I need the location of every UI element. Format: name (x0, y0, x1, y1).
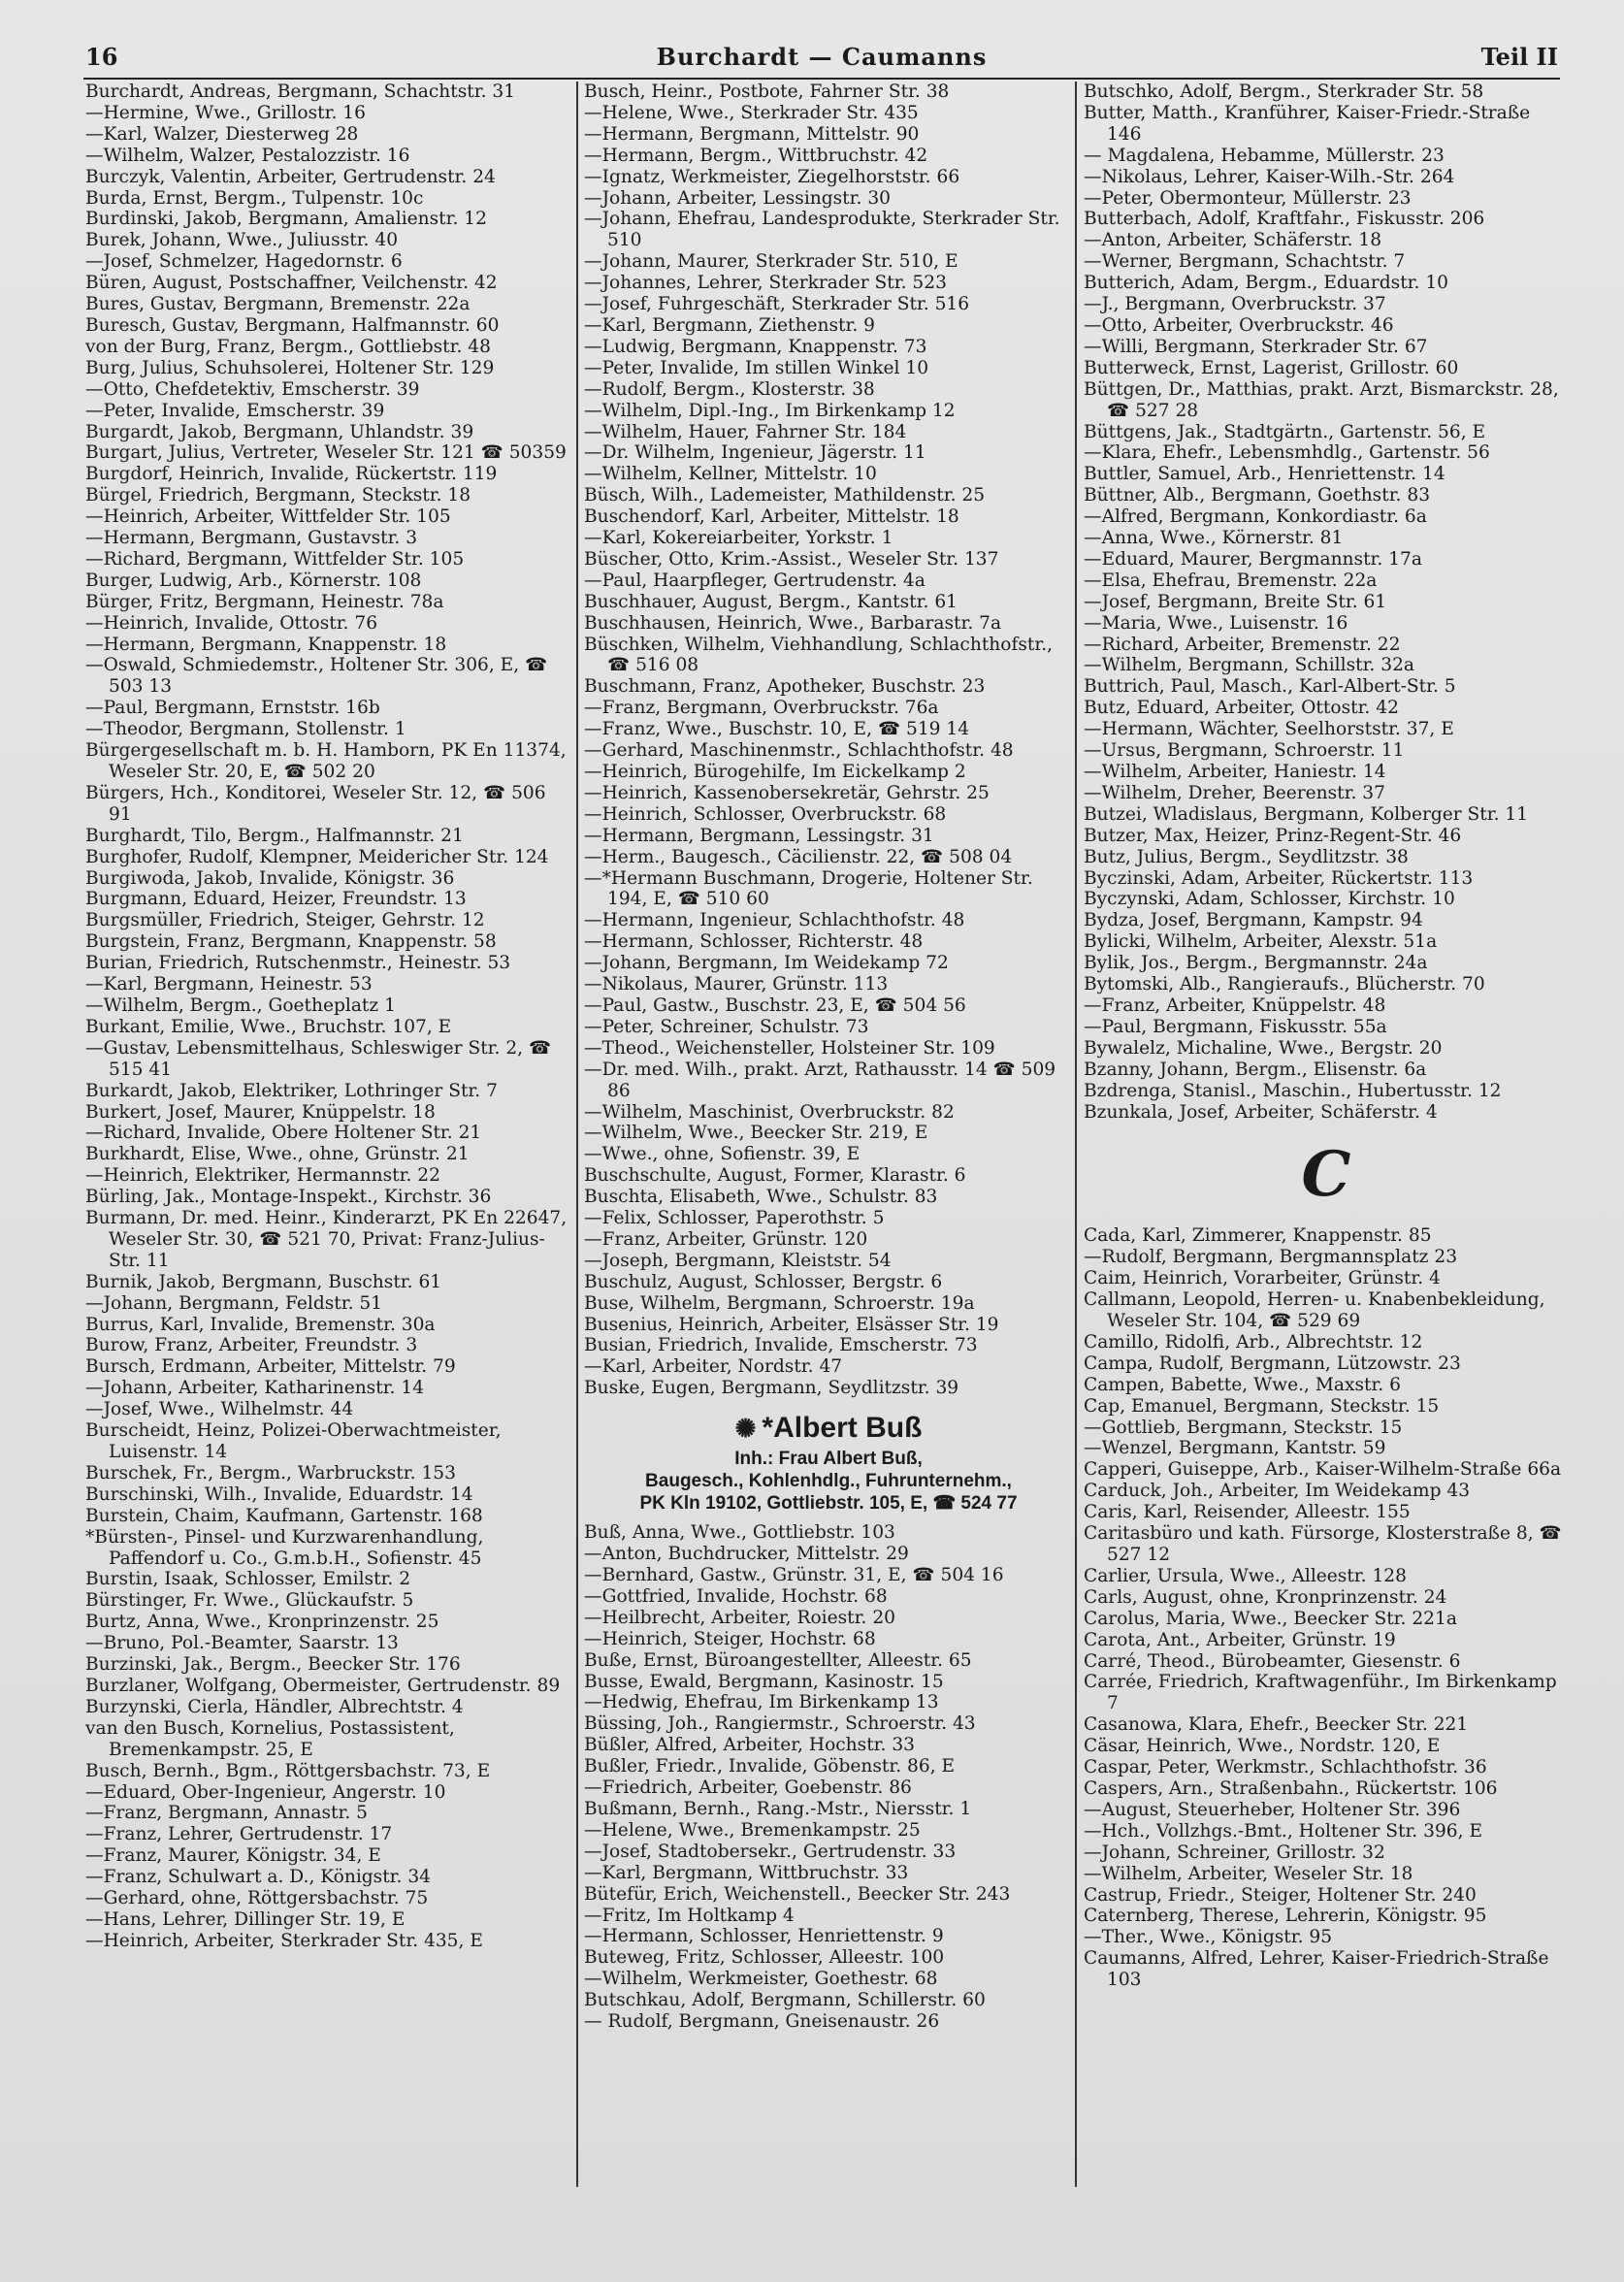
column-3-entries (1084, 82, 1569, 1123)
ad-owner: Inh.: Frau Albert Buß, (734, 1449, 923, 1470)
directory-entry: Buschmann, Franz, Apotheker, Buschstr. 23 (584, 676, 986, 698)
directory-entry: —Paul, Bergmann, Ernststr. 16b (85, 698, 380, 719)
directory-entry: Butterweck, Ernst, Lagerist, Grillostr. 60 (1084, 357, 1459, 378)
directory-entry: Bürgergesellschaft m. b. H. Hamborn, PK En 11374, Weseler Str. 20, E, ☎ 502 20 (85, 740, 567, 782)
directory-entry: —Wilhelm, Walzer, Pestalozzistr. 16 (85, 145, 410, 166)
directory-entry: —Josef, Schmelzer, Hagedornstr. 6 (85, 251, 403, 273)
directory-entry: Bürling, Jak., Montage-Inspekt., Kirchstr. 36 (85, 1187, 492, 1208)
directory-entry: —Wilhelm, Maschinist, Overbruckstr. 82 (584, 1101, 955, 1123)
directory-entry: —Franz, Maurer, Königstr. 34, E (85, 1845, 381, 1867)
directory-entry: Burgsmüller, Friedrich, Steiger, Gehrstr. 12 (85, 910, 485, 931)
directory-entry: —Heinrich, Arbeiter, Wittfelder Str. 105 (85, 506, 451, 528)
directory-entry: Burscheidt, Heinz, Polizei-Oberwachtmeister, Luisenstr. 14 (85, 1420, 502, 1462)
directory-entry: Burkardt, Jakob, Elektriker, Lothringer Str. 7 (85, 1080, 498, 1101)
directory-entry: Carrée, Friedrich, Kraftwagenführ., Im Birkenkamp 7 (1084, 1672, 1557, 1714)
directory-entry: —Karl, Bergmann, Ziethenstr. 9 (584, 314, 875, 336)
directory-entry: —Wilhelm, Dipl.-Ing., Im Birkenkamp 12 (584, 400, 956, 421)
directory-entry: Butschkau, Adolf, Bergmann, Schillerstr. 60 (584, 1990, 986, 2011)
directory-entry: Butz, Eduard, Arbeiter, Ottostr. 42 (1084, 698, 1399, 719)
directory-entry: Burow, Franz, Arbeiter, Freundstr. 3 (85, 1335, 418, 1356)
directory-entry: —Helene, Wwe., Sterkrader Str. 435 (584, 102, 919, 123)
directory-entry: —Franz, Bergmann, Overbruckstr. 76a (584, 698, 939, 719)
directory-entry: Carlier, Ursula, Wwe., Alleestr. 128 (1084, 1565, 1407, 1586)
directory-entry: —Anton, Buchdrucker, Mittelstr. 29 (584, 1544, 909, 1565)
directory-entry: —Johannes, Lehrer, Sterkrader Str. 523 (584, 273, 947, 294)
directory-entry: Carls, August, ohne, Kronprinzenstr. 24 (1084, 1586, 1447, 1608)
directory-entry: —Klara, Ehefr., Lebensmhdlg., Gartenstr. 56 (1084, 442, 1490, 464)
directory-entry: —Anton, Arbeiter, Schäferstr. 18 (1084, 230, 1382, 251)
ad-title: *Albert Buß (762, 1412, 923, 1445)
directory-entry: —Alfred, Bergmann, Konkordiastr. 6a (1084, 506, 1427, 528)
directory-entry: Buß, Anna, Wwe., Gottliebstr. 103 (584, 1522, 895, 1544)
directory-entry: —Ludwig, Bergmann, Knappenstr. 73 (584, 336, 927, 357)
directory-entry: —Maria, Wwe., Luisenstr. 16 (1084, 612, 1348, 634)
directory-entry: Burgardt, Jakob, Bergmann, Uhlandstr. 39 (85, 421, 474, 442)
directory-entry: —Richard, Bergmann, Wittfelder Str. 105 (85, 548, 465, 570)
directory-entry: —*Hermann Buschmann, Drogerie, Holtener Str. 194, E, ☎ 510 60 (584, 867, 1033, 910)
directory-entry: Burkhardt, Elise, Wwe., ohne, Grünstr. 21 (85, 1144, 470, 1165)
directory-entry: —Hermann, Wächter, Seelhorststr. 37, E (1084, 719, 1454, 740)
directory-entry: —Wilhelm, Wwe., Beecker Str. 219, E (584, 1123, 928, 1144)
directory-entry: —Gottfried, Invalide, Hochstr. 68 (584, 1585, 888, 1607)
directory-entry: Burczyk, Valentin, Arbeiter, Gertrudenstr. 24 (85, 166, 496, 187)
directory-entry: —Richard, Invalide, Obere Holtener Str. 21 (85, 1123, 482, 1144)
directory-entry: —Felix, Schlosser, Paperothstr. 5 (584, 1208, 885, 1229)
directory-entry: —Herm., Baugesch., Cäcilienstr. 22, ☎ 508 04 (584, 846, 1013, 867)
directory-entry: Bütefür, Erich, Weichenstell., Beecker Str. 243 (584, 1883, 1011, 1905)
directory-entry: —Nikolaus, Lehrer, Kaiser-Wilh.-Str. 264 (1084, 166, 1455, 187)
directory-entry: *Bürsten-, Pinsel- und Kurzwarenhandlung, Paffendorf u. Co., G.m.b.H., Sofienstr. 45 (85, 1526, 484, 1569)
directory-entry: —Gerhard, Maschinenmstr., Schlachthofstr. 48 (584, 740, 1014, 762)
page-number: 16 (85, 43, 118, 71)
directory-entry: Büsch, Wilh., Lademeister, Mathildenstr. 25 (584, 485, 986, 506)
directory-entry: Bytomski, Alb., Rangieraufs., Blücherstr. 70 (1084, 974, 1485, 995)
directory-entry: Burgdorf, Heinrich, Invalide, Rückertstr. 119 (85, 464, 498, 485)
directory-entry: —Heinrich, Kassenobersekretär, Gehrstr. 25 (584, 782, 990, 803)
directory-entry: —Joseph, Bergmann, Kleiststr. 54 (584, 1250, 892, 1271)
directory-entry: —Dr. Wilhelm, Ingenieur, Jägerstr. 11 (584, 442, 926, 464)
directory-entry: —Franz, Arbeiter, Grünstr. 120 (584, 1228, 868, 1250)
header-rule (83, 78, 1560, 80)
directory-entry: Caspers, Arn., Straßenbahn., Rückertstr. 106 (1084, 1777, 1498, 1799)
directory-entry: —Rudolf, Bergmann, Bergmannsplatz 23 (1084, 1247, 1458, 1268)
directory-entry: Buschhausen, Heinrich, Wwe., Barbarastr. 7a (584, 612, 1002, 634)
directory-entry: —Hans, Lehrer, Dillinger Str. 19, E (85, 1908, 406, 1930)
directory-entry: —Johann, Bergmann, Feldstr. 51 (85, 1292, 383, 1314)
directory-entry: —Willi, Bergmann, Sterkrader Str. 67 (1084, 336, 1428, 357)
directory-entry: —Rudolf, Bergm., Klosterstr. 38 (584, 378, 875, 400)
directory-entry: Butz, Julius, Bergm., Seydlitzstr. 38 (1084, 846, 1409, 867)
directory-entry: Byczynski, Adam, Schlosser, Kirchstr. 10 (1084, 889, 1455, 910)
column-3-entries-cont (1084, 1225, 1569, 1991)
directory-entry: —Fritz, Im Holtkamp 4 (584, 1905, 795, 1926)
directory-entry: Burger, Ludwig, Arb., Körnerstr. 108 (85, 570, 422, 591)
directory-entry: —Gustav, Lebensmittelhaus, Schleswiger Str. 2, ☎ 515 41 (85, 1037, 552, 1080)
directory-entry: Cada, Karl, Zimmerer, Knappenstr. 85 (1084, 1225, 1432, 1247)
directory-entry: —Franz, Schulwart a. D., Königstr. 34 (85, 1867, 432, 1888)
directory-entry: Burg, Julius, Schuhsolerei, Holtener Str. 129 (85, 357, 495, 378)
directory-entry: Buske, Eugen, Bergmann, Seydlitzstr. 39 (584, 1378, 959, 1399)
directory-entry: Burgart, Julius, Vertreter, Weseler Str. 121 ☎ 50359 (85, 442, 567, 464)
directory-entry: —Heinrich, Steiger, Hochstr. 68 (584, 1628, 876, 1649)
directory-entry: —Richard, Arbeiter, Bremenstr. 22 (1084, 634, 1401, 655)
directory-entry: Burghofer, Rudolf, Klempner, Meidericher Str. 124 (85, 846, 549, 867)
directory-entry: Burschinski, Wilh., Invalide, Eduardstr. 14 (85, 1483, 473, 1505)
directory-entry: Butterbach, Adolf, Kraftfahr., Fiskusstr. 206 (1084, 209, 1485, 230)
directory-entry: Burstin, Isaak, Schlosser, Emilstr. 2 (85, 1569, 411, 1590)
directory-entry: Burnik, Jakob, Bergmann, Buschstr. 61 (85, 1271, 442, 1292)
directory-entry: —Johann, Arbeiter, Lessingstr. 30 (584, 187, 891, 209)
directory-entry: —Johann, Maurer, Sterkrader Str. 510, E (584, 251, 958, 273)
directory-entry: —Johann, Ehefrau, Landesprodukte, Sterkrader Str. 510 (584, 209, 1060, 251)
directory-entry: Busenius, Heinrich, Arbeiter, Elsässer Str. 19 (584, 1314, 999, 1335)
directory-entry: —Johann, Bergmann, Im Weidekamp 72 (584, 953, 949, 974)
directory-entry: —Hedwig, Ehefrau, Im Birkenkamp 13 (584, 1692, 939, 1713)
part-label: Teil II (1480, 43, 1558, 71)
directory-entry: van den Busch, Kornelius, Postassistent, Bremenkampstr. 25, E (85, 1717, 455, 1760)
directory-entry: —Josef, Fuhrgeschäft, Sterkrader Str. 516 (584, 294, 970, 315)
directory-entry: Büschken, Wilhelm, Viehhandlung, Schlachthofstr., ☎ 516 08 (584, 634, 1054, 676)
directory-entry: Burkert, Josef, Maurer, Knüppelstr. 18 (85, 1101, 436, 1123)
directory-entry: —Hermann, Ingenieur, Schlachthofstr. 48 (584, 910, 965, 931)
directory-entry: Buresch, Gustav, Bergmann, Halfmannstr. 60 (85, 314, 500, 336)
column-2-entries (584, 82, 1073, 1399)
directory-entry: —Ther., Wwe., Königstr. 95 (1084, 1927, 1333, 1948)
directory-entry: Busian, Friedrich, Invalide, Emscherstr. 73 (584, 1335, 978, 1356)
directory-entry: Büttner, Alb., Bergmann, Goethstr. 83 (1084, 485, 1431, 506)
directory-entry: Bures, Gustav, Bergmann, Bremenstr. 22a (85, 294, 471, 315)
directory-entry: —Wilhelm, Hauer, Fahrner Str. 184 (584, 421, 907, 442)
directory-entry: —Nikolaus, Maurer, Grünstr. 113 (584, 974, 889, 995)
directory-entry: Carolus, Maria, Wwe., Beecker Str. 221a (1084, 1608, 1457, 1629)
directory-entry: —Johann, Arbeiter, Katharinenstr. 14 (85, 1378, 425, 1399)
advertisement (584, 1409, 1073, 1515)
directory-entry: Bursch, Erdmann, Arbeiter, Mittelstr. 79 (85, 1356, 456, 1378)
directory-entry: Bzdrenga, Stanisl., Maschin., Hubertusstr. 12 (1084, 1080, 1502, 1101)
directory-entry: Bürger, Fritz, Bergmann, Heinestr. 78a (85, 591, 444, 612)
directory-entry: —Ignatz, Werkmeister, Ziegelhorststr. 66 (584, 166, 960, 187)
directory-entry: —August, Steuerheber, Holtener Str. 396 (1084, 1799, 1461, 1820)
directory-entry: Burrus, Karl, Invalide, Bremenstr. 30a (85, 1314, 436, 1335)
directory-entry: Caspar, Peter, Werkmstr., Schlachthofstr. 36 (1084, 1757, 1487, 1778)
directory-entry: Carota, Ant., Arbeiter, Grünstr. 19 (1084, 1629, 1396, 1650)
directory-entry: Burstein, Chaim, Kaufmann, Gartenstr. 168 (85, 1505, 483, 1526)
directory-entry: Burgstein, Franz, Bergmann, Knappenstr. 58 (85, 931, 497, 953)
directory-entry: Burian, Friedrich, Rutschenmstr., Heinestr. 53 (85, 953, 511, 974)
directory-entry: —Peter, Schreiner, Schulstr. 73 (584, 1016, 869, 1037)
directory-entry: von der Burg, Franz, Bergm., Gottliebstr. 48 (85, 336, 491, 357)
section-letter: C (1301, 1138, 1351, 1212)
directory-entry: Cap, Emanuel, Bergmann, Steckstr. 15 (1084, 1395, 1440, 1417)
directory-entry: Camillo, Ridolfi, Arb., Albrechtstr. 12 (1084, 1331, 1423, 1353)
column-divider (576, 82, 578, 2187)
directory-entry: —Peter, Invalide, Im stillen Winkel 10 (584, 357, 929, 378)
directory-entry: Bzanny, Johann, Bergm., Elisenstr. 6a (1084, 1059, 1427, 1080)
directory-entry: —Hermann, Bergm., Wittbruchstr. 42 (584, 145, 928, 166)
directory-entry: Caumanns, Alfred, Lehrer, Kaiser-Friedrich-Straße 103 (1084, 1948, 1549, 1991)
directory-entry: Cäsar, Heinrich, Wwe., Nordstr. 120, E (1084, 1736, 1441, 1757)
directory-entry: —Gottlieb, Bergmann, Steckstr. 15 (1084, 1417, 1403, 1438)
directory-entry: Carduck, Joh., Arbeiter, Im Weidekamp 43 (1084, 1481, 1471, 1502)
directory-entry: Burschek, Fr., Bergm., Warbruckstr. 153 (85, 1462, 456, 1483)
directory-entry: Büscher, Otto, Krim.-Assist., Weseler Str. 137 (584, 548, 999, 570)
directory-entry: Busch, Heinr., Postbote, Fahrner Str. 38 (584, 82, 950, 102)
directory-entry: Byczinski, Adam, Arbeiter, Rückertstr. 113 (1084, 867, 1474, 889)
directory-entry: —Heinrich, Invalide, Ottostr. 76 (85, 612, 378, 634)
directory-entry: —Peter, Invalide, Emscherstr. 39 (85, 400, 385, 421)
directory-entry: —J., Bergmann, Overbruckstr. 37 (1084, 294, 1386, 315)
directory-entry: —Josef, Wwe., Wilhelmstr. 44 (85, 1399, 354, 1420)
directory-entry: —Hermann, Bergmann, Knappenstr. 18 (85, 634, 447, 655)
directory-entry: Büssing, Joh., Rangiermstr., Schroerstr. 43 (584, 1713, 976, 1735)
directory-entry: —Werner, Bergmann, Schachtstr. 7 (1084, 251, 1406, 273)
directory-entry: —Elsa, Ehefrau, Bremenstr. 22a (1084, 570, 1378, 591)
ad-contact: PK Kln 19102, Gottliebstr. 105, E, ☎ 524 77 (639, 1493, 1018, 1515)
column-2-entries-cont (584, 1522, 1073, 2033)
directory-entry: Buttler, Samuel, Arb., Henriettenstr. 14 (1084, 464, 1445, 485)
column-3 (1084, 82, 1569, 2197)
directory-entry: Burzlaner, Wolfgang, Obermeister, Gertrudenstr. 89 (85, 1675, 561, 1696)
directory-entry: Buttrich, Paul, Masch., Karl-Albert-Str. 5 (1084, 676, 1456, 698)
directory-entry: Buschulz, August, Schlosser, Bergstr. 6 (584, 1271, 943, 1292)
directory-entry: Butzer, Max, Heizer, Prinz-Regent-Str. 46 (1084, 825, 1462, 846)
directory-entry: —Dr. med. Wilh., prakt. Arzt, Rathausstr. 14 ☎ 509 86 (584, 1059, 1056, 1101)
directory-entry: —Hermine, Wwe., Grillostr. 16 (85, 102, 366, 123)
directory-entry: Buteweg, Fritz, Schlosser, Alleestr. 100 (584, 1947, 945, 1969)
directory-entry: Bußmann, Bernh., Rang.-Mstr., Niersstr. 1 (584, 1798, 972, 1819)
directory-entry: —Heilbrecht, Arbeiter, Roiestr. 20 (584, 1607, 895, 1628)
directory-entry: Butzei, Wladislaus, Bergmann, Kolberger Str. 11 (1084, 803, 1529, 825)
directory-entry: Butschko, Adolf, Bergm., Sterkrader Str. 58 (1084, 82, 1484, 102)
directory-entry: Buschta, Elisabeth, Wwe., Schulstr. 83 (584, 1187, 938, 1208)
directory-entry: Busse, Ewald, Bergmann, Kasinostr. 15 (584, 1671, 944, 1692)
directory-entry: Buschendorf, Karl, Arbeiter, Mittelstr. 18 (584, 506, 959, 528)
directory-entry: Capperi, Guiseppe, Arb., Kaiser-Wilhelm-Straße 66a (1084, 1459, 1562, 1481)
directory-entry: Caris, Karl, Reisender, Alleestr. 155 (1084, 1502, 1411, 1523)
directory-entry: Busch, Bernh., Bgm., Röttgersbachstr. 73, E (85, 1760, 491, 1781)
directory-entry: —Helene, Wwe., Bremenkampstr. 25 (584, 1819, 921, 1841)
directory-entry: —Wilhelm, Arbeiter, Haniestr. 14 (1084, 762, 1386, 782)
directory-entry: Buße, Ernst, Büroangestellter, Alleestr. 65 (584, 1649, 972, 1671)
directory-entry: Burgmann, Eduard, Heizer, Freundstr. 13 (85, 889, 467, 910)
directory-entry: —Josef, Stadtobersekr., Gertrudenstr. 33 (584, 1841, 957, 1862)
page-header (85, 43, 1558, 78)
directory-entry: —Gerhard, ohne, Röttgersbachstr. 75 (85, 1888, 429, 1909)
directory-entry: —Paul, Bergmann, Fiskusstr. 55a (1084, 1016, 1387, 1037)
directory-entry: —Franz, Wwe., Buschstr. 10, E, ☎ 519 14 (584, 719, 970, 740)
directory-entry: —Heinrich, Elektriker, Hermannstr. 22 (85, 1165, 440, 1187)
directory-entry: —Wenzel, Bergmann, Kantstr. 59 (1084, 1438, 1386, 1459)
directory-entry: —Hermann, Schlosser, Richterstr. 48 (584, 931, 924, 953)
directory-entry: Buschhauer, August, Bergm., Kantstr. 61 (584, 591, 958, 612)
directory-entry: Bürgel, Friedrich, Bergmann, Steckstr. 18 (85, 485, 471, 506)
directory-entry: Bywalelz, Michaline, Wwe., Bergstr. 20 (1084, 1037, 1443, 1059)
directory-entry: Caternberg, Therese, Lehrerin, Königstr. 95 (1084, 1906, 1487, 1927)
directory-entry: —Ursus, Bergmann, Schroerstr. 11 (1084, 740, 1405, 762)
directory-entry: Bylik, Jos., Bergm., Bergmannstr. 24a (1084, 953, 1428, 974)
directory-entry: Burek, Johann, Wwe., Juliusstr. 40 (85, 230, 399, 251)
directory-entry: Caim, Heinrich, Vorarbeiter, Grünstr. 4 (1084, 1268, 1441, 1289)
directory-entry: Campa, Rudolf, Bergmann, Lützowstr. 23 (1084, 1353, 1461, 1374)
directory-entry: Callmann, Leopold, Herren- u. Knabenbekleidung, Weseler Str. 104, ☎ 529 69 (1084, 1289, 1545, 1332)
directory-entry: Butter, Matth., Kranführer, Kaiser-Friedr.-Straße 146 (1084, 102, 1531, 145)
directory-entry: Büren, August, Postschaffner, Veilchenstr. 42 (85, 273, 498, 294)
directory-entry: Bzunkala, Josef, Arbeiter, Schäferstr. 4 (1084, 1101, 1438, 1123)
directory-entry: —Heinrich, Schlosser, Overbruckstr. 68 (584, 803, 947, 825)
directory-entry: —Wilhelm, Bergm., Goetheplatz 1 (85, 994, 396, 1016)
directory-entry: Bürstinger, Fr. Wwe., Glückaufstr. 5 (85, 1590, 414, 1612)
directory-entry: —Wilhelm, Arbeiter, Weseler Str. 18 (1084, 1863, 1413, 1884)
directory-entry: —Paul, Gastw., Buschstr. 23, E, ☎ 504 56 (584, 994, 966, 1016)
directory-entry: —Wilhelm, Werkmeister, Goethestr. 68 (584, 1969, 938, 1990)
directory-entry: Burda, Ernst, Bergm., Tulpenstr. 10c (85, 187, 424, 209)
directory-entry: —Otto, Arbeiter, Overbruckstr. 46 (1084, 314, 1394, 336)
directory-entry: Bürgers, Hch., Konditorei, Weseler Str. 12, ☎ 506 91 (85, 782, 546, 825)
directory-entry: —Theod., Weichensteller, Holsteiner Str. 109 (584, 1037, 995, 1059)
directory-entry: Bydza, Josef, Bergmann, Kampstr. 94 (1084, 910, 1423, 931)
directory-entry: —Heinrich, Bürogehilfe, Im Eickelkamp 2 (584, 762, 966, 782)
directory-entry: Castrup, Friedr., Steiger, Holtener Str. 240 (1084, 1884, 1477, 1906)
directory-entry: —Hermann, Bergmann, Lessingstr. 31 (584, 825, 934, 846)
directory-entry: —Johann, Schreiner, Grillostr. 32 (1084, 1842, 1385, 1863)
directory-entry: —Karl, Bergmann, Wittbruchstr. 33 (584, 1862, 909, 1883)
column-2 (584, 82, 1073, 2197)
directory-entry: —Otto, Chefdetektiv, Emscherstr. 39 (85, 378, 420, 400)
directory-entry: —Wilhelm, Dreher, Beerenstr. 37 (1084, 782, 1385, 803)
directory-entry: —Bruno, Pol.-Beamter, Saarstr. 13 (85, 1633, 399, 1654)
directory-entry: Buse, Wilhelm, Bergmann, Schroerstr. 19a (584, 1292, 975, 1314)
directory-entry: Burchardt, Andreas, Bergmann, Schachtstr. 31 (85, 82, 516, 102)
sun-logo-icon: ✺ (734, 1414, 757, 1444)
directory-entry: —Karl, Arbeiter, Nordstr. 47 (584, 1356, 843, 1378)
directory-entry: —Paul, Haarpfleger, Gertrudenstr. 4a (584, 570, 926, 591)
column-1 (85, 82, 570, 2197)
directory-entry: —Peter, Obermonteur, Müllerstr. 23 (1084, 187, 1412, 209)
directory-entry: Casanowa, Klara, Ehefr., Beecker Str. 221 (1084, 1714, 1469, 1736)
directory-entry: —Hermann, Bergmann, Mittelstr. 90 (584, 123, 920, 145)
running-title: Burchardt — Caumanns (656, 43, 988, 71)
directory-entry: —Josef, Bergmann, Breite Str. 61 (1084, 591, 1387, 612)
directory-entry: — Magdalena, Hebamme, Müllerstr. 23 (1084, 145, 1445, 166)
directory-entry: Büttgen, Dr., Matthias, prakt. Arzt, Bismarckstr. 28, ☎ 527 28 (1084, 378, 1559, 421)
directory-entry: Burghardt, Tilo, Bergm., Halfmannstr. 21 (85, 825, 464, 846)
directory-entry: Büttgens, Jak., Stadtgärtn., Gartenstr. 56, E (1084, 421, 1486, 442)
directory-entry: —Franz, Lehrer, Gertrudenstr. 17 (85, 1824, 393, 1845)
directory-entry: Campen, Babette, Wwe., Maxstr. 6 (1084, 1374, 1401, 1395)
directory-entry: Butterich, Adam, Bergm., Eduardstr. 10 (1084, 273, 1448, 294)
directory-entry: —Hch., Vollzhgs.-Bmt., Holtener Str. 396, E (1084, 1820, 1483, 1842)
directory-entry: Burzynski, Cierla, Händler, Albrechtstr. 4 (85, 1696, 464, 1717)
directory-entry: —Franz, Arbeiter, Knüppelstr. 48 (1084, 994, 1386, 1016)
directory-entry: —Theodor, Bergmann, Stollenstr. 1 (85, 719, 406, 740)
directory-entry: —Hermann, Bergmann, Gustavstr. 3 (85, 528, 418, 549)
directory-entry: Burkant, Emilie, Wwe., Bruchstr. 107, E (85, 1016, 452, 1037)
directory-entry: Burtz, Anna, Wwe., Kronprinzenstr. 25 (85, 1612, 439, 1633)
ad-business: Baugesch., Kohlenhdlg., Fuhrunternehm., (645, 1471, 1012, 1492)
directory-entry: —Heinrich, Arbeiter, Sterkrader Str. 435, E (85, 1930, 483, 1951)
directory-entry: Bußler, Friedr., Invalide, Göbenstr. 86, E (584, 1756, 956, 1777)
directory-entry: —Bernhard, Gastw., Grünstr. 31, E, ☎ 504 16 (584, 1565, 1004, 1585)
directory-entry: Büßler, Alfred, Arbeiter, Hochstr. 33 (584, 1735, 915, 1756)
directory-entry: —Wilhelm, Kellner, Mittelstr. 10 (584, 464, 877, 485)
directory-entry: —Karl, Walzer, Diesterweg 28 (85, 123, 359, 145)
directory-entry: —Friedrich, Arbeiter, Goebenstr. 86 (584, 1777, 912, 1799)
column-divider (1075, 82, 1077, 2187)
directory-entry: Burzinski, Jak., Bergm., Beecker Str. 176 (85, 1654, 461, 1676)
directory-entry: —Wwe., ohne, Sofienstr. 39, E (584, 1144, 861, 1165)
directory-entry: —Eduard, Maurer, Bergmannstr. 17a (1084, 548, 1422, 570)
directory-entry: — Rudolf, Bergmann, Gneisenaustr. 26 (584, 2011, 940, 2033)
directory-entry: —Franz, Bergmann, Annastr. 5 (85, 1803, 368, 1824)
directory-entry: —Karl, Kokereiarbeiter, Yorkstr. 1 (584, 528, 893, 549)
directory-entry: Burmann, Dr. med. Heinr., Kinderarzt, PK En 22647, Weseler Str. 30, ☎ 521 70, Privat: Franz-Julius-Str. 11 (85, 1208, 568, 1271)
directory-entry: —Wilhelm, Bergmann, Schillstr. 32a (1084, 655, 1414, 676)
directory-entry: Buschschulte, August, Former, Klarastr. 6 (584, 1165, 966, 1187)
directory-entry: Burgiwoda, Jakob, Invalide, Königstr. 36 (85, 867, 455, 889)
directory-entry: —Hermann, Schlosser, Henriettenstr. 9 (584, 1926, 944, 1947)
directory-entry: Caritasbüro und kath. Fürsorge, Klosterstraße 8, ☎ 527 12 (1084, 1523, 1562, 1565)
directory-entry: —Oswald, Schmiedemstr., Holtener Str. 306, E, ☎ 503 13 (85, 655, 548, 698)
directory-entry: —Eduard, Ober-Ingenieur, Angerstr. 10 (85, 1781, 446, 1803)
directory-entry: Bylicki, Wilhelm, Arbeiter, Alexstr. 51a (1084, 931, 1438, 953)
directory-entry: Carré, Theod., Bürobeamter, Giesenstr. 6 (1084, 1650, 1461, 1672)
directory-entry: —Karl, Bergmann, Heinestr. 53 (85, 974, 373, 995)
directory-entry: —Anna, Wwe., Körnerstr. 81 (1084, 528, 1344, 549)
directory-entry: Burdinski, Jakob, Bergmann, Amalienstr. 12 (85, 209, 487, 230)
